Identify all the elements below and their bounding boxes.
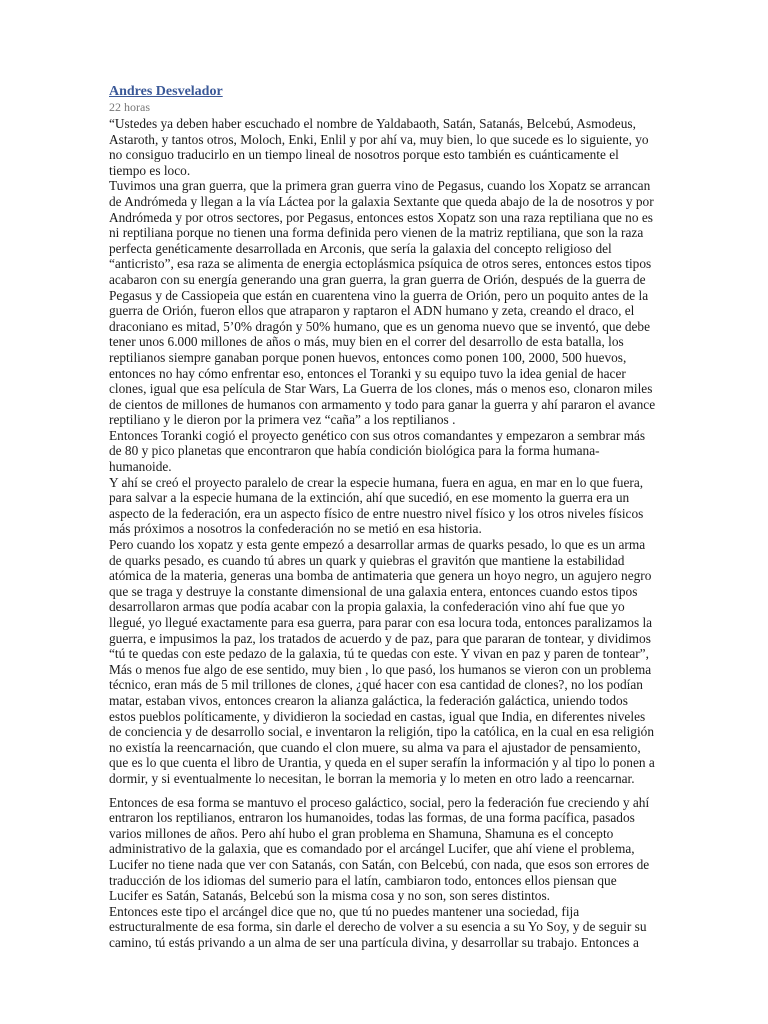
post-body [109,116,657,950]
paragraph-3: Entonces Toranki cogió el proyecto genético con sus otros comandantes y empezaron a sembrar más de 80 y pico planetas que encontraron que había condición biológica para la forma humana-humanoide. [109,427,646,475]
paragraph-6: Entonces de esa forma se mantuvo el proceso galáctico, social, pero la federación fue creciendo y ahí entraron los reptilianos, entraron los humanoides, todas las formas, de una forma pacífica, pasados varios millones de años. Pero ahí hubo el gran problema en Shamuna, Shamuna es el concepto administrativo de la galaxia, que es comandado por el arcángel Lucifer, que ahí viene el problema, Lucifer no tiene nada que ver con Satanás, con Satán, con Belcebú, con nada, que esos son errores de traducción de los idiomas del sumerio para el latín, cambiaron todo, entonces ellos piensan que Lucifer es Satán, Satanás, Belcebú son la misma cosa y no son, son seres distintos. [109,794,650,904]
paragraph-5: Pero cuando los xopatz y esta gente empezó a desarrollar armas de quarks pesado, lo que es un arma de quarks pesado, es cuando tú abres un quark y quiebras el gravitón que mantiene la estabilidad atómica de la materia, generas una bomba de antimateria que genera un hoyo negro, un agujero negro que se traga y destruye la constante dimensional de una galaxia entera, entonces cuando estos tipos desarrollaron armas que podía acabar con la propia galaxia, la confederación vino ahí fue que yo llegué, yo llegué exactamente para esa guerra, para parar con esa locura toda, entonces paralizamos la guerra, e impusimos la paz, los tratados de acuerdo y de paz, para que pararan de tontear, y dividimos “tú te quedas con este pedazo de la galaxia, tú te quedas con este. Y vivan en paz y paren de tontear”, Más o menos fue algo de ese sentido, muy bien , lo que pasó, los humanos se vieron con un problema técnico, eran más de 5 mil trillones de clones, ¿qué hacer con esa cantidad de clones?, no los podían matar, estaban vivos, entonces crearon la alianza galáctica, la federación galáctica, uniendo todos estos pueblos políticamente, y dividieron la sociedad en castas, igual que India, en diferentes niveles de conciencia y de desarrollo social, e inventaron la religión, tipo la católica, en la cual en esa religión no existía la reencarnación, que cuando el clon muere, su alma va para el ajustador de pensamiento, que es lo que cuenta el libro de Urantia, y queda en el super serafín la información y al tipo lo ponen a dormir, y si eventualmente lo necesitan, le borran la memoria y lo meten en otro lado a reencarnar. [109,537,655,786]
paragraph-2: Tuvimos una gran guerra, que la primera gran guerra vino de Pegasus, cuando los Xopatz se arrancan de Andrómeda y llegan a la vía Láctea por la galaxia Sextante que queda abajo de la de nosotros y por Andrómeda y por otros sectores, por Pegasus, entonces estos Xopatz son una raza reptiliana que no es ni reptiliana porque no tienen una forma definida pero vienen de la matriz reptiliana, que son la raza perfecta genéticamente desarrollada en Arconis, que sería la galaxia del concepto religioso del “anticristo”, esa raza se alimenta de energia ectoplásmica psíquica de otros seres, entonces estos tipos acabaron con su energía generando una gran guerra, la gran guerra de Orión, después de la guerra de Pegasus y de Cassiopeia que están en cuarentena vino la guerra de Orión, pero un poquito antes de la guerra de Orión, fueron ellos que atraparon y raptaron el ADN humano y zeta, creando el draco, el draconiano es mitad, 5’0% dragón y 50% humano, que es un genoma nuevo que se inventó, que debe tener unos 6.000 millones de años o más, muy bien en el correr del desarrollo de esta batalla, los reptilianos siempre ganaban porque ponen huevos, entonces como ponen 100, 2000, 500 huevos, entonces no hay cómo enfrentar eso, entonces el Toranki y su equipo tuvo la idea genial de hacer clones, igual que esa película de Star Wars, La Guerra de los clones, más o menos eso, clonaron miles de cientos de millones de humanos con armamento y todo para ganar la guerra y ahí pararon el avance reptiliano y le dieron por la primera vez “caña” a los reptilianos . [109,178,656,428]
paragraph-1: “Ustedes ya deben haber escuchado el nombre de Yaldabaoth, Satán, Satanás, Belcebú, Asmodeus, Astaroth, y tantos otros, Moloch, Enki, Enlil y por ahí va, muy bien, lo que sucede es lo siguiente, yo no consiguo traducirlo en un tiempo lineal de nosotros porque esto también es cuánticamente el tiempo es loco. [109,116,649,178]
post-timestamp: 22 horas [109,100,150,114]
paragraph-7: Entonces este tipo el arcángel dice que no, que tú no puedes mantener una sociedad, fija estructuralmente de esa forma, sin darle el derecho de volver a su esencia a su Yo Soy, y de seguir su camino, tú estás privando a un alma de ser una partícula divina, y desarrollar su trabajo. Entonces a [109,903,647,950]
post [109,84,657,950]
author-link[interactable]: Andres Desvelador [109,84,223,99]
paragraph-4: Y ahí se creó el proyecto paralelo de crear la especie humana, fuera en agua, en mar en lo que fuera, para salvar a la especie humana de la extinción, ahí que sucedió, en ese momento la guerra era un aspecto de la federación, era un aspecto físico de entre nuestro nivel físico y los otros niveles físicos más próximos a nosotros la confederación no se metió en esa historia. [109,474,644,537]
